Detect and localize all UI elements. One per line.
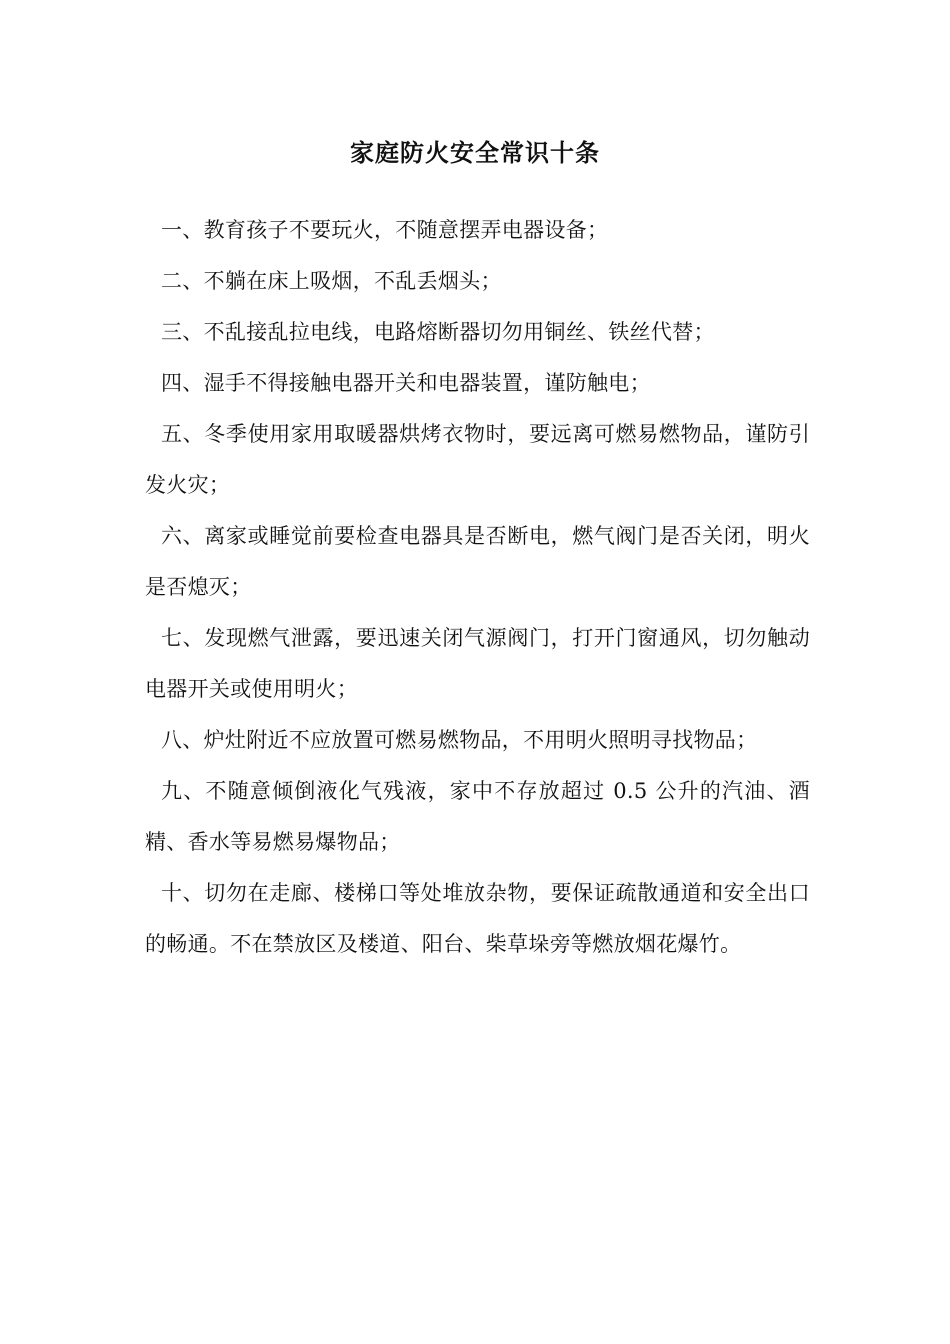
page-title: 家庭防火安全常识十条 (350, 138, 600, 167)
list-item: 五、冬季使用家用取暖器烘烤衣物时，要远离可燃易燃物品，谨防引发火灾； (145, 422, 810, 497)
list-item: 十、切勿在走廊、楼梯口等处堆放杂物，要保证疏散通道和安全出口的畅通。不在禁放区及楼道、阳台、柴草垛旁等燃放烟花爆竹。 (145, 881, 810, 956)
list-item: 六、离家或睡觉前要检查电器具是否断电，燃气阀门是否关闭，明火是否熄灭； (145, 524, 810, 599)
list-item: 一、教育孩子不要玩火，不随意摆弄电器设备； (161, 218, 609, 242)
list-item: 八、炉灶附近不应放置可燃易燃物品，不用明火照明寻找物品； (161, 728, 758, 752)
list-item: 九、不随意倾倒液化气残液，家中不存放超过 0.5 公升的汽油、酒精、香水等易燃易爆物品； (145, 779, 810, 854)
list-item: 二、不躺在床上吸烟，不乱丢烟头； (161, 269, 502, 293)
list-item: 七、发现燃气泄露，要迅速关闭气源阀门，打开门窗通风，切勿触动电器开关或使用明火； (145, 626, 810, 701)
list-item: 三、不乱接乱拉电线，电路熔断器切勿用铜丝、铁丝代替； (161, 320, 715, 344)
safety-tips-list (145, 205, 810, 970)
list-item: 四、湿手不得接触电器开关和电器装置，谨防触电； (161, 371, 651, 395)
